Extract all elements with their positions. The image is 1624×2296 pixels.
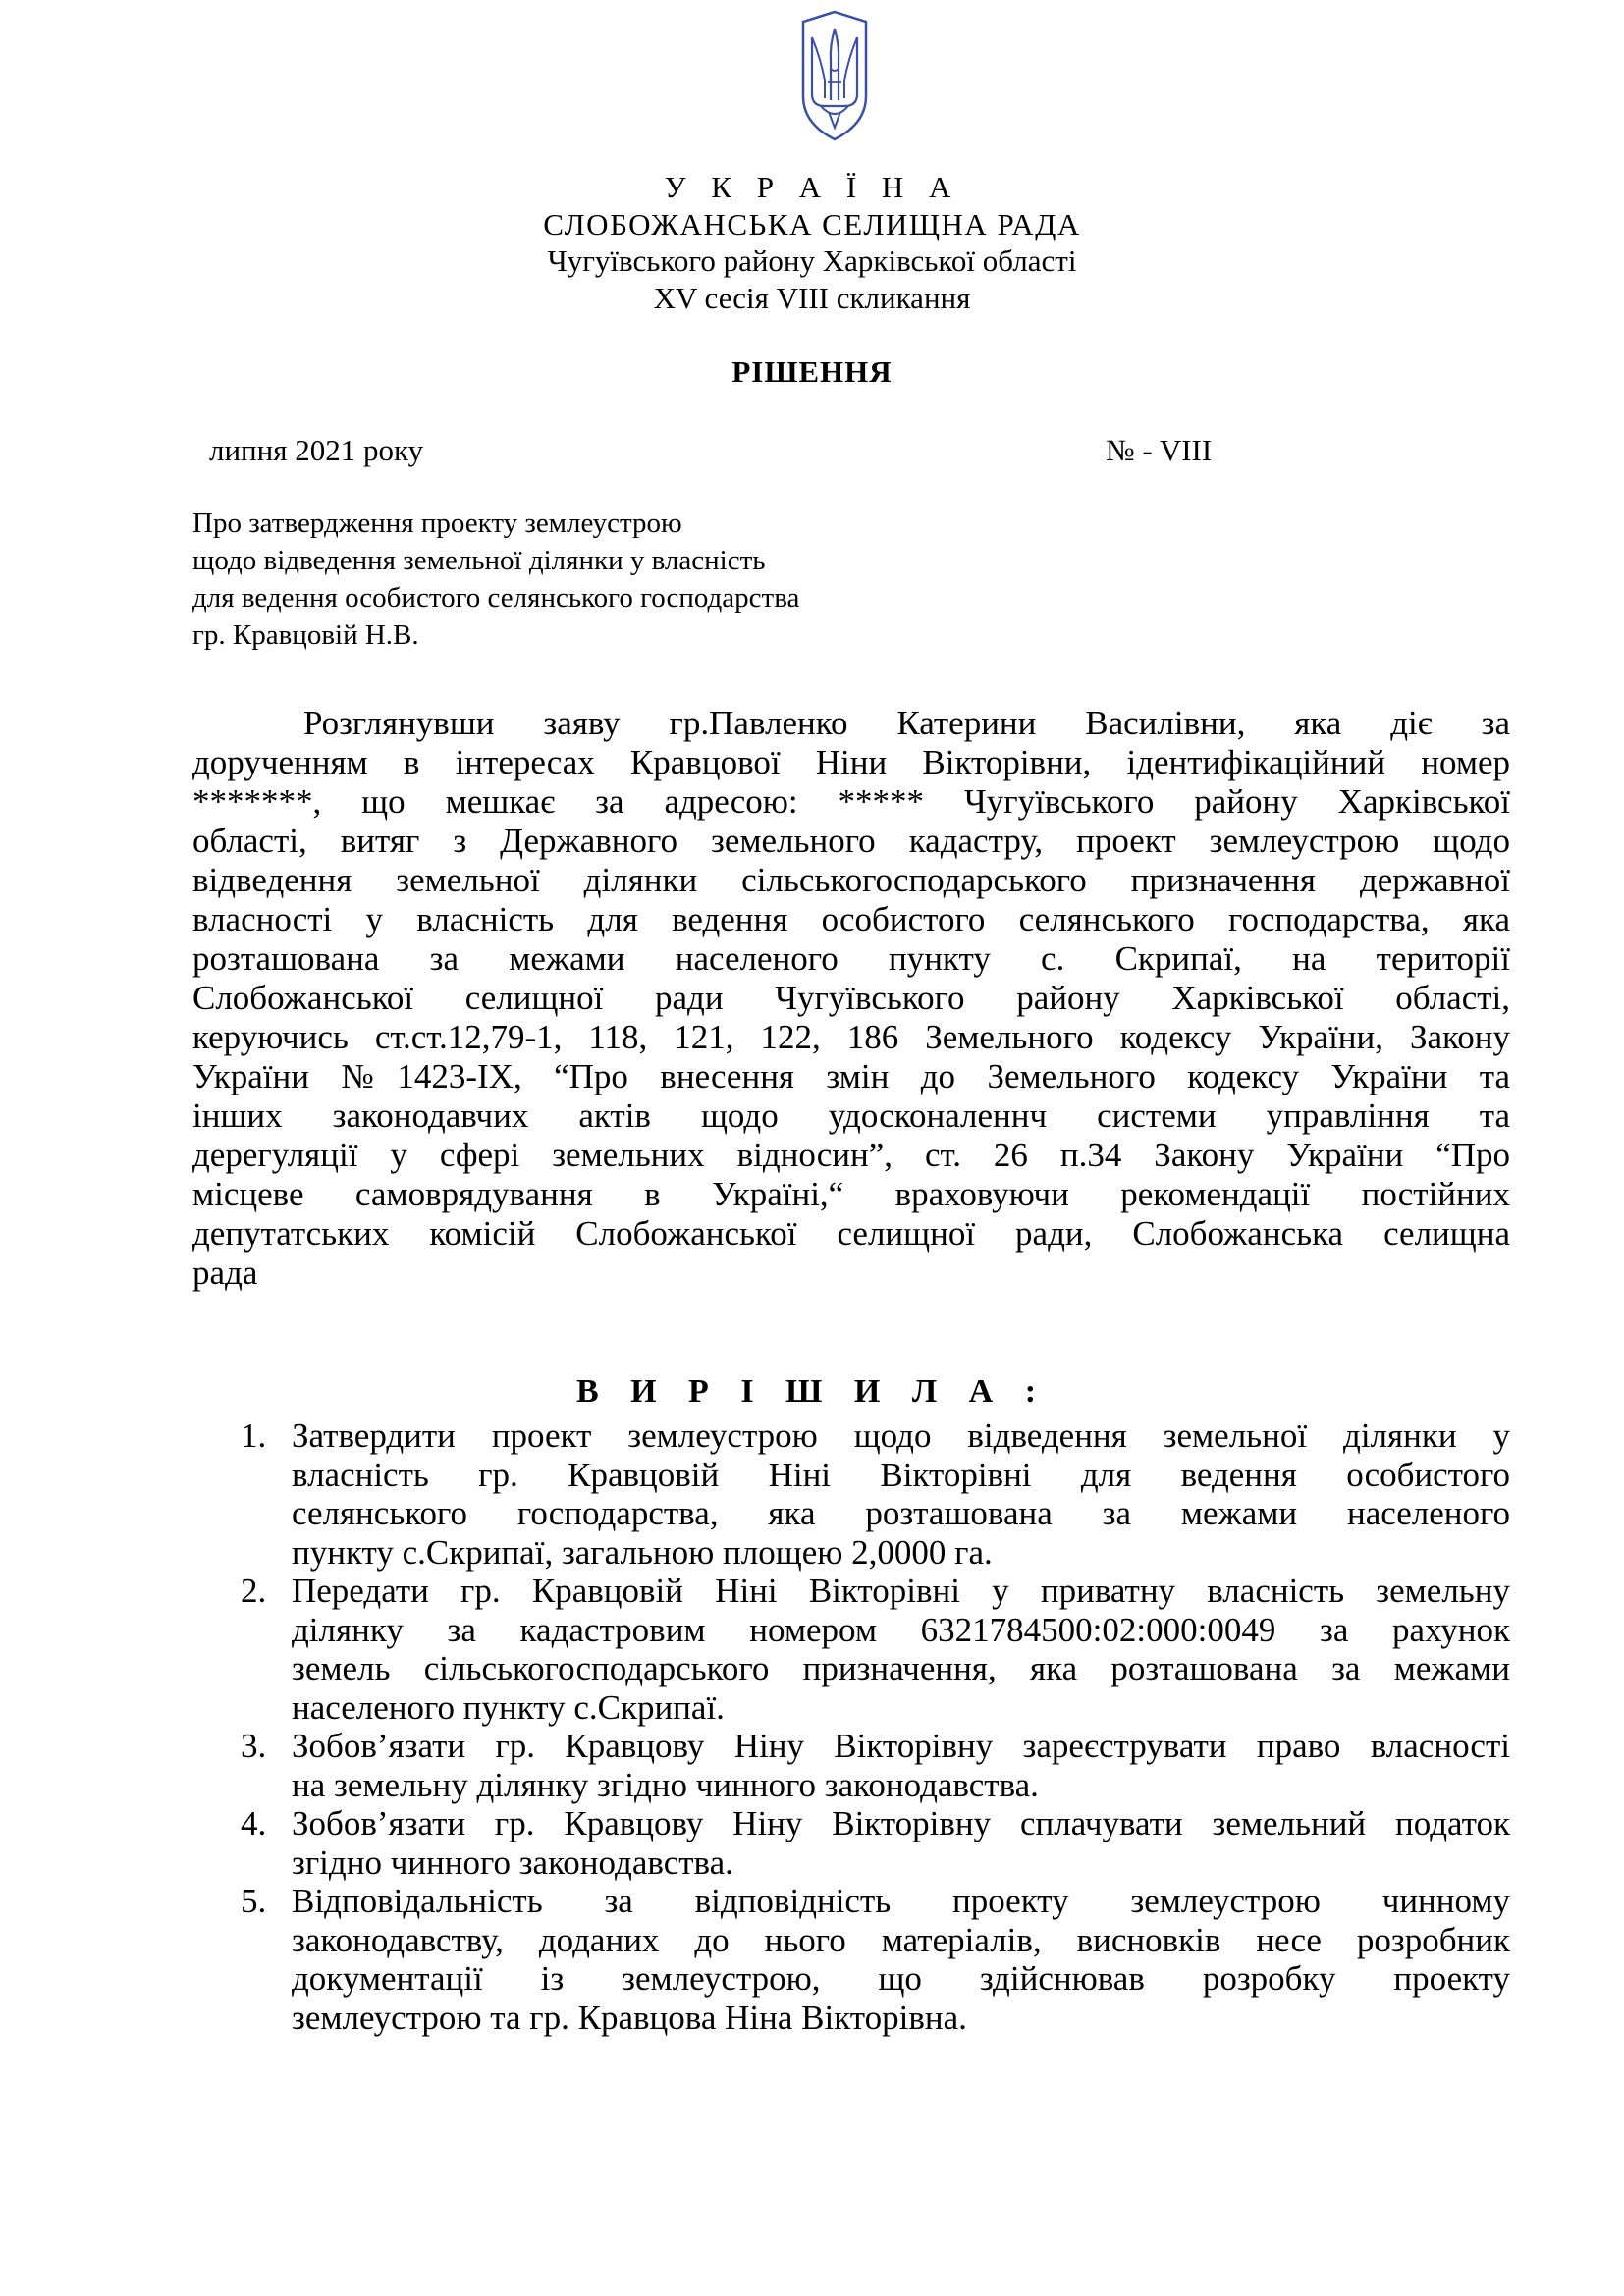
- item-line: Відповідальність за відповідність проекту землеустрою чинному: [292, 1882, 1510, 1920]
- paragraph-line: України №1423-IX, “Про внесення змін до Земельного кодексу України та: [192, 1057, 1510, 1095]
- item-line: селянського господарства, яка розташована за межами населеного: [292, 1494, 1510, 1532]
- paragraph-line: інших законодавчих актів щодо удосконаленнч системи управління та: [192, 1096, 1510, 1135]
- item-line: документації із землеустрою, що здійснював розробку проекту: [292, 1959, 1510, 1998]
- item-number: 4.: [241, 1804, 267, 1842]
- item-line: згідно чинного законодавства.: [292, 1842, 733, 1882]
- paragraph-line: дерегуляції у сфері земельних відносин”, ст. 26 п.34 Закону України “Про: [192, 1136, 1510, 1174]
- resolution-item: [241, 1804, 1510, 1882]
- subject-line: Про затвердження проекту землеустрою: [192, 507, 682, 539]
- subject-line: для ведення особистого селянського господарства: [192, 582, 800, 614]
- subject-line: щодо відведення земельної ділянки у власність: [192, 545, 766, 576]
- resolution-item: [241, 1727, 1510, 1804]
- item-number: 1.: [241, 1416, 267, 1455]
- decision-title: РІШЕННЯ: [731, 354, 893, 389]
- resolution-items: [241, 1416, 1510, 2037]
- ukraine-trident-icon: [795, 10, 874, 142]
- header-country: У К Р А Ї Н А: [664, 170, 960, 204]
- paragraph-line: місцеве самоврядування в Україні,“ враховуючи рекомендації постійних: [192, 1175, 1510, 1213]
- paragraph-line: відведення земельної ділянки сільськогосподарського призначення державної: [192, 861, 1510, 899]
- item-line: законодавству, доданих до нього матеріалів, висновків несе розробник: [292, 1920, 1510, 1959]
- resolved-heading: В И Р І Ш И Л А :: [575, 1373, 1049, 1410]
- item-line: Зобов’язати гр. Кравцову Ніну Вікторівну зареєструвати право власності: [292, 1727, 1510, 1765]
- preamble-paragraph: [192, 704, 1510, 1293]
- item-line: Передати гр. Кравцовій Ніні Вікторівні у приватну власність земельну: [292, 1572, 1510, 1610]
- paragraph-line: *******, що мешкає за адресою: ***** Чугуївського району Харківської: [192, 782, 1510, 821]
- header-council: СЛОБОЖАНСЬКА СЕЛИЩНА РАДА: [543, 207, 1081, 241]
- item-line: земель сільськогосподарського призначення, яка розташована за межами: [292, 1649, 1510, 1687]
- paragraph-line: області, витяг з Державного земельного кадастру, проект землеустрою щодо: [192, 822, 1510, 860]
- decision-date: липня 2021 року: [209, 433, 424, 467]
- paragraph-line: рада: [192, 1254, 258, 1292]
- item-line: Зобов’язати гр. Кравцову Ніну Вікторівну сплачувати земельний податок: [292, 1804, 1510, 1842]
- decision-number: № - VIII: [1106, 433, 1213, 467]
- subject-line: гр. Кравцовій Н.В.: [192, 619, 419, 651]
- item-line: населеного пункту с.Скрипаї.: [292, 1687, 725, 1727]
- item-line: пункту с.Скрипаї, загальною площею 2,0000 га.: [292, 1532, 993, 1572]
- paragraph-line: власності у власність для ведення особистого селянського господарства, яка: [192, 900, 1510, 938]
- item-line: Затвердити проект землеустрою щодо відведення земельної ділянки у: [292, 1416, 1510, 1455]
- item-line: ділянку за кадастровим номером 6321784500:02:000:0049 за рахунок: [292, 1610, 1510, 1649]
- item-line: землеустрою та гр. Кравцова Ніна Вікторівна.: [292, 1998, 967, 2037]
- resolution-item: [241, 1416, 1510, 1572]
- paragraph-line: дорученням в інтересах Кравцової Ніни Вікторівни, ідентифікаційний номер: [192, 743, 1510, 781]
- item-line: на земельну ділянку згідно чинного законодавства.: [292, 1765, 1039, 1804]
- item-line: власність гр. Кравцовій Ніні Вікторівні для ведення особистого: [292, 1455, 1510, 1494]
- item-number: 3.: [241, 1727, 267, 1765]
- header-district: Чугуївського району Харківської області: [547, 243, 1077, 278]
- paragraph-line: розташована за межами населеного пункту с. Скрипаї, на території: [192, 939, 1510, 978]
- item-number: 2.: [241, 1572, 267, 1610]
- item-number: 5.: [241, 1882, 267, 1920]
- paragraph-line: керуючись ст.ст.12,79-1, 118, 121, 122, 186 Земельного кодексу України, Закону: [192, 1018, 1510, 1056]
- header-session: XV сесія VIII скликання: [653, 281, 971, 315]
- paragraph-line: Розглянувши заяву гр.Павленко Катерини Василівни, яка діє за: [303, 704, 1510, 742]
- resolution-item: [241, 1572, 1510, 1727]
- decision-subject: [192, 505, 799, 654]
- resolution-item: [241, 1882, 1510, 2037]
- paragraph-line: Слобожанської селищної ради Чугуївського району Харківської області,: [192, 979, 1510, 1017]
- paragraph-line: депутатських комісій Слобожанської селищної ради, Слобожанська селищна: [192, 1214, 1510, 1253]
